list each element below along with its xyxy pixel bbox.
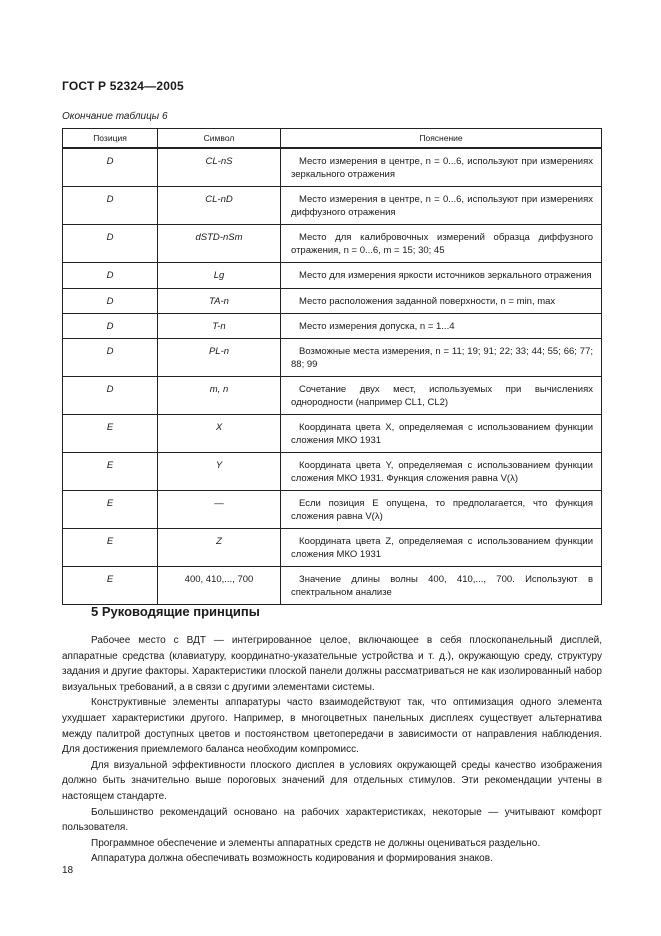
table-row — [63, 289, 602, 314]
cell-explanation — [281, 491, 602, 529]
table-row — [63, 567, 602, 605]
cell-explanation — [281, 314, 602, 339]
section-body — [62, 633, 602, 867]
column-header-symbol: Символ — [158, 129, 281, 149]
cell-explanation — [281, 148, 602, 187]
cell-position: E — [63, 567, 158, 605]
table-row — [63, 225, 602, 263]
explanation-text: Место измерения в центре, n = 0...6, используют при измерениях диффузного отражения — [291, 194, 593, 218]
paragraph: Конструктивные элементы аппаратуры часто взаимодействуют так, что оптимизация одного элемента ухудшает характеристики другого. Например, в многоцветных панельных дисплеях существует альтернатива между палитрой доступных цветов и постоянством цветопередачи в зависимости от направления наблюдения. Для достижения приемлемого баланса необходим компромисс. — [62, 697, 602, 756]
explanation-text: Место для калибровочных измерений образца диффузного отражения, n = 0...6, m = 15; 30; 45 — [291, 232, 593, 256]
section-title: 5 Руководящие принципы — [91, 604, 260, 619]
cell-symbol: CL-nS — [158, 148, 281, 187]
explanation-text: Координата цвета Y, определяемая с использованием функции сложения МКО 1931. Функция сложения равна V(λ) — [291, 460, 593, 484]
cell-position: D — [63, 314, 158, 339]
cell-position: D — [63, 377, 158, 415]
cell-symbol: T-n — [158, 314, 281, 339]
column-header-position: Позиция — [63, 129, 158, 149]
explanation-text: Место измерения допуска, n = 1...4 — [299, 321, 455, 332]
paragraph: Аппаратура должна обеспечивать возможность кодирования и формирования знаков. — [91, 853, 493, 865]
paragraph: Большинство рекомендаций основано на рабочих характеристиках, некоторые — учитывают комфорт пользователя. — [62, 806, 602, 834]
cell-position: D — [63, 263, 158, 289]
specification-table — [62, 128, 602, 605]
cell-position: D — [63, 187, 158, 225]
cell-position: D — [63, 339, 158, 377]
cell-explanation — [281, 567, 602, 605]
cell-position: E — [63, 529, 158, 567]
cell-position: E — [63, 453, 158, 491]
cell-explanation — [281, 225, 602, 263]
table-row — [63, 339, 602, 377]
cell-position: D — [63, 289, 158, 314]
explanation-text: Координата цвета X, определяемая с использованием функции сложения МКО 1931 — [291, 422, 593, 446]
cell-position: D — [63, 148, 158, 187]
explanation-text: Если позиция E опущена, то предполагается, что функция сложения равна V(λ) — [291, 498, 593, 522]
table-row — [63, 148, 602, 187]
cell-explanation — [281, 529, 602, 567]
table-caption: Окончание таблицы 6 — [62, 111, 168, 122]
cell-explanation — [281, 263, 602, 289]
cell-symbol: — — [158, 491, 281, 529]
cell-symbol: Lg — [158, 263, 281, 289]
cell-symbol: 400, 410,..., 700 — [158, 567, 281, 605]
table-header-row — [63, 129, 602, 149]
table-row — [63, 263, 602, 289]
cell-symbol: PL-n — [158, 339, 281, 377]
page-number: 18 — [62, 865, 74, 876]
explanation-text: Место расположения заданной поверхности, n = min, max — [299, 296, 556, 307]
cell-explanation — [281, 453, 602, 491]
column-header-explanation: Пояснение — [281, 129, 602, 149]
cell-symbol: Y — [158, 453, 281, 491]
explanation-text: Место измерения в центре, n = 0...6, используют при измерениях зеркального отражения — [291, 156, 593, 180]
explanation-text: Сочетание двух мест, используемых при вычислениях однородности (например CL1, CL2) — [291, 384, 593, 408]
cell-symbol: TA-n — [158, 289, 281, 314]
cell-explanation — [281, 339, 602, 377]
table-row — [63, 377, 602, 415]
paragraph: Рабочее место с ВДТ — интегрированное целое, включающее в себя плоскопанельный дисплей, аппаратные средства (клавиатуру, координатно-указательные устройства и т. д.), окружающую среду, структуру задания и другие факторы. Характеристики плоской панели должны рассматриваться не как изолированный набор визуальных требований, а в связи с другими элементами системы. — [62, 635, 602, 693]
cell-symbol: CL-nD — [158, 187, 281, 225]
cell-symbol: dSTD-nSm — [158, 225, 281, 263]
table-row — [63, 314, 602, 339]
table-row — [63, 415, 602, 453]
explanation-text: Возможные места измерения, n = 11; 19; 91; 22; 33; 44; 55; 66; 77; 88; 99 — [291, 346, 593, 370]
table-row — [63, 453, 602, 491]
explanation-text: Значение длины волны 400, 410,..., 700. Используют в спектральном анализе — [291, 574, 593, 598]
cell-position: D — [63, 225, 158, 263]
table-row — [63, 491, 602, 529]
cell-position: E — [63, 491, 158, 529]
cell-explanation — [281, 289, 602, 314]
cell-position: E — [63, 415, 158, 453]
table-row — [63, 529, 602, 567]
explanation-text: Место для измерения яркости источников зеркального отражения — [299, 270, 592, 281]
cell-symbol: Z — [158, 529, 281, 567]
cell-symbol: m, n — [158, 377, 281, 415]
paragraph: Программное обеспечение и элементы аппаратных средств не должны оцениваться раздельно. — [91, 837, 541, 849]
cell-explanation — [281, 415, 602, 453]
cell-explanation — [281, 187, 602, 225]
cell-symbol: X — [158, 415, 281, 453]
paragraph: Для визуальной эффективности плоского дисплея в условиях окружающей среды качество изображения должно быть значительно выше пороговых значений для отдельных стимулов. Эти рекомендации учтены в настоящем стандарте. — [62, 759, 602, 802]
explanation-text: Координата цвета Z, определяемая с использованием функции сложения МКО 1931 — [291, 536, 593, 560]
document-header: ГОСТ Р 52324—2005 — [62, 79, 184, 93]
cell-explanation — [281, 377, 602, 415]
table-row — [63, 187, 602, 225]
